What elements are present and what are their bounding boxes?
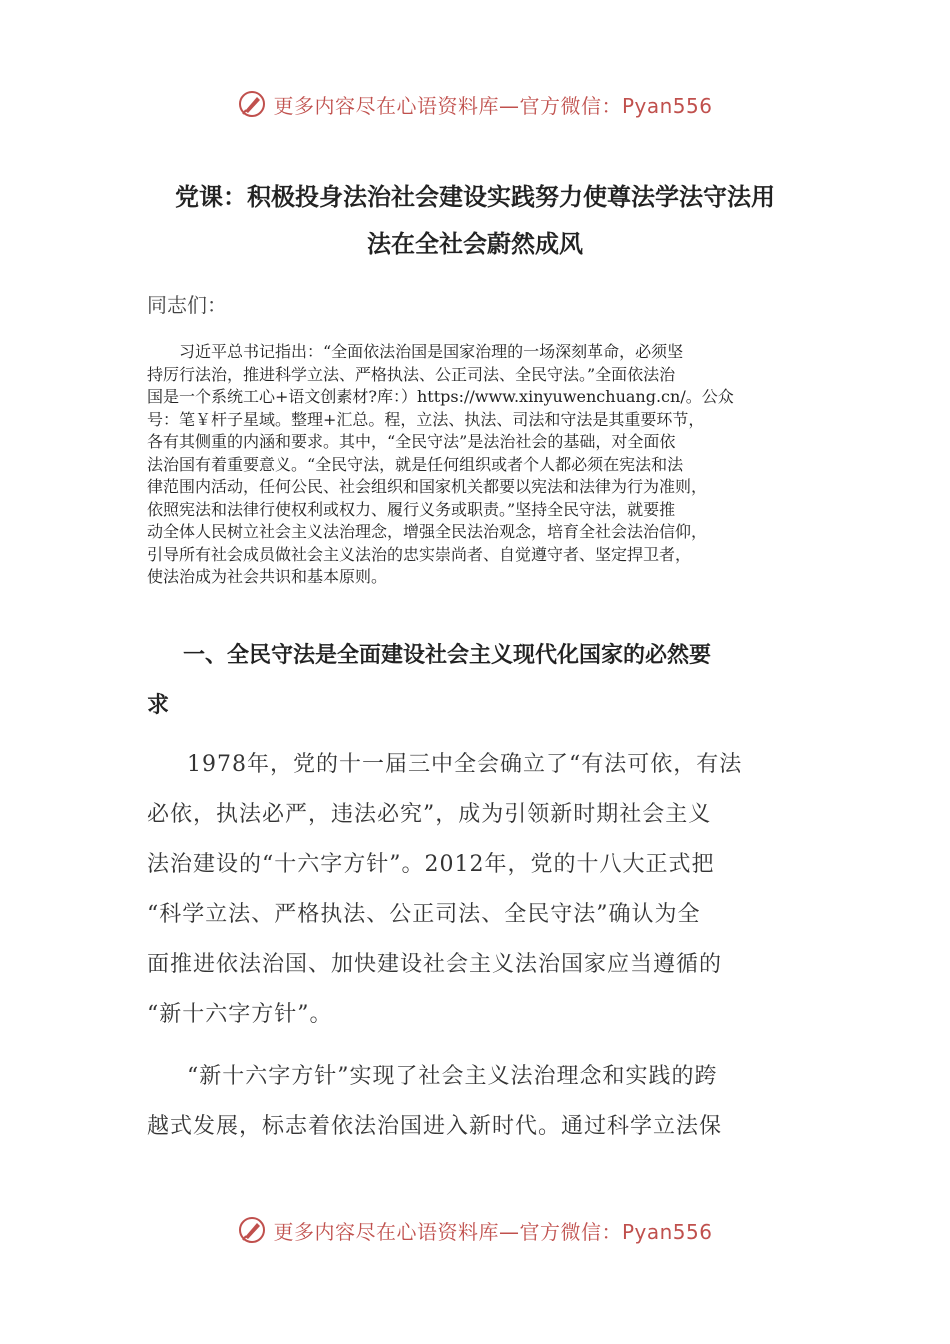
body-paragraph-2	[147, 1052, 809, 1152]
banner-text: 更多内容尽在心语资料库—官方微信：Pyan556	[273, 93, 713, 118]
body-line: “科学立法、严格执法、公正司法、全民守法”确认为全	[147, 902, 701, 927]
intro-line: 动全体人民树立社会主义法治理念，增强全民法治观念，培育全社会法治信仰，	[147, 522, 708, 541]
intro-line: 律范围内活动，任何公民、社会组织和国家机关都要以宪法和法律为行为准则，	[147, 477, 708, 496]
pen-nib-logo-icon	[237, 1215, 267, 1245]
body-line: “新十六字方针”。	[147, 1002, 333, 1027]
intro-line: 国是一个系统工心+语文创素材?库：）https://www.xinyuwenchuang.cn/。公众	[147, 387, 734, 406]
body-line: 法治建设的“十六字方针”。2012年，党的十八大正式把	[147, 852, 715, 877]
pen-nib-logo-icon	[237, 89, 267, 119]
banner-text: 更多内容尽在心语资料库—官方微信：Pyan556	[273, 1219, 713, 1244]
header-banner	[0, 84, 950, 124]
intro-line: 习近平总书记指出：“全面依法治国是国家治理的一场深刻革命，必须坚	[179, 342, 684, 361]
body-line: 面推进依法治国、加快建设社会主义法治国家应当遵循的	[147, 952, 723, 977]
intro-line: 法治国有着重要意义。“全民守法，就是任何组织或者个人都必须在宪法和法	[147, 454, 684, 474]
intro-paragraph	[147, 341, 807, 589]
section-heading-line-1: 一、全民守法是全面建设社会主义现代化国家的必然要	[183, 642, 712, 668]
body-paragraph-1	[147, 740, 809, 1040]
greeting: 同志们：	[147, 293, 227, 317]
document-title-line-1: 党课：积极投身法治社会建设实践努力使尊法学法守法用	[175, 182, 775, 211]
intro-line: 引导所有社会成员做社会主义法治的忠实崇尚者、自觉遵守者、坚定捍卫者，	[147, 544, 692, 564]
intro-line: 依照宪法和法律行使权利或权力、履行义务或职责。”坚持全民守法，就要推	[147, 499, 676, 519]
footer-banner	[0, 1210, 950, 1250]
body-line: 必依，执法必严，违法必究”，成为引领新时期社会主义	[147, 802, 712, 827]
body-line: 越式发展，标志着依法治国进入新时代。通过科学立法保	[147, 1114, 723, 1139]
body-line: “新十六字方针”实现了社会主义法治理念和实践的跨	[187, 1064, 718, 1089]
document-title-line-2: 法在全社会蔚然成风	[367, 229, 583, 258]
intro-line: 各有其侧重的内涵和要求。其中，“全民守法”是法治社会的基础，对全面依	[147, 432, 676, 451]
body-line: 1978年，党的十一届三中全会确立了“有法可依，有法	[187, 752, 743, 777]
section-heading-line-2: 求	[147, 692, 170, 718]
intro-line: 使法治成为社会共识和基本原则。	[147, 567, 388, 586]
intro-line: 号：笔￥杆子星域。整理+汇总。程，立法、执法、司法和守法是其重要环节，	[147, 409, 705, 429]
intro-line: 持厉行法治，推进科学立法、严格执法、公正司法、全民守法。”全面依法治	[147, 364, 676, 384]
